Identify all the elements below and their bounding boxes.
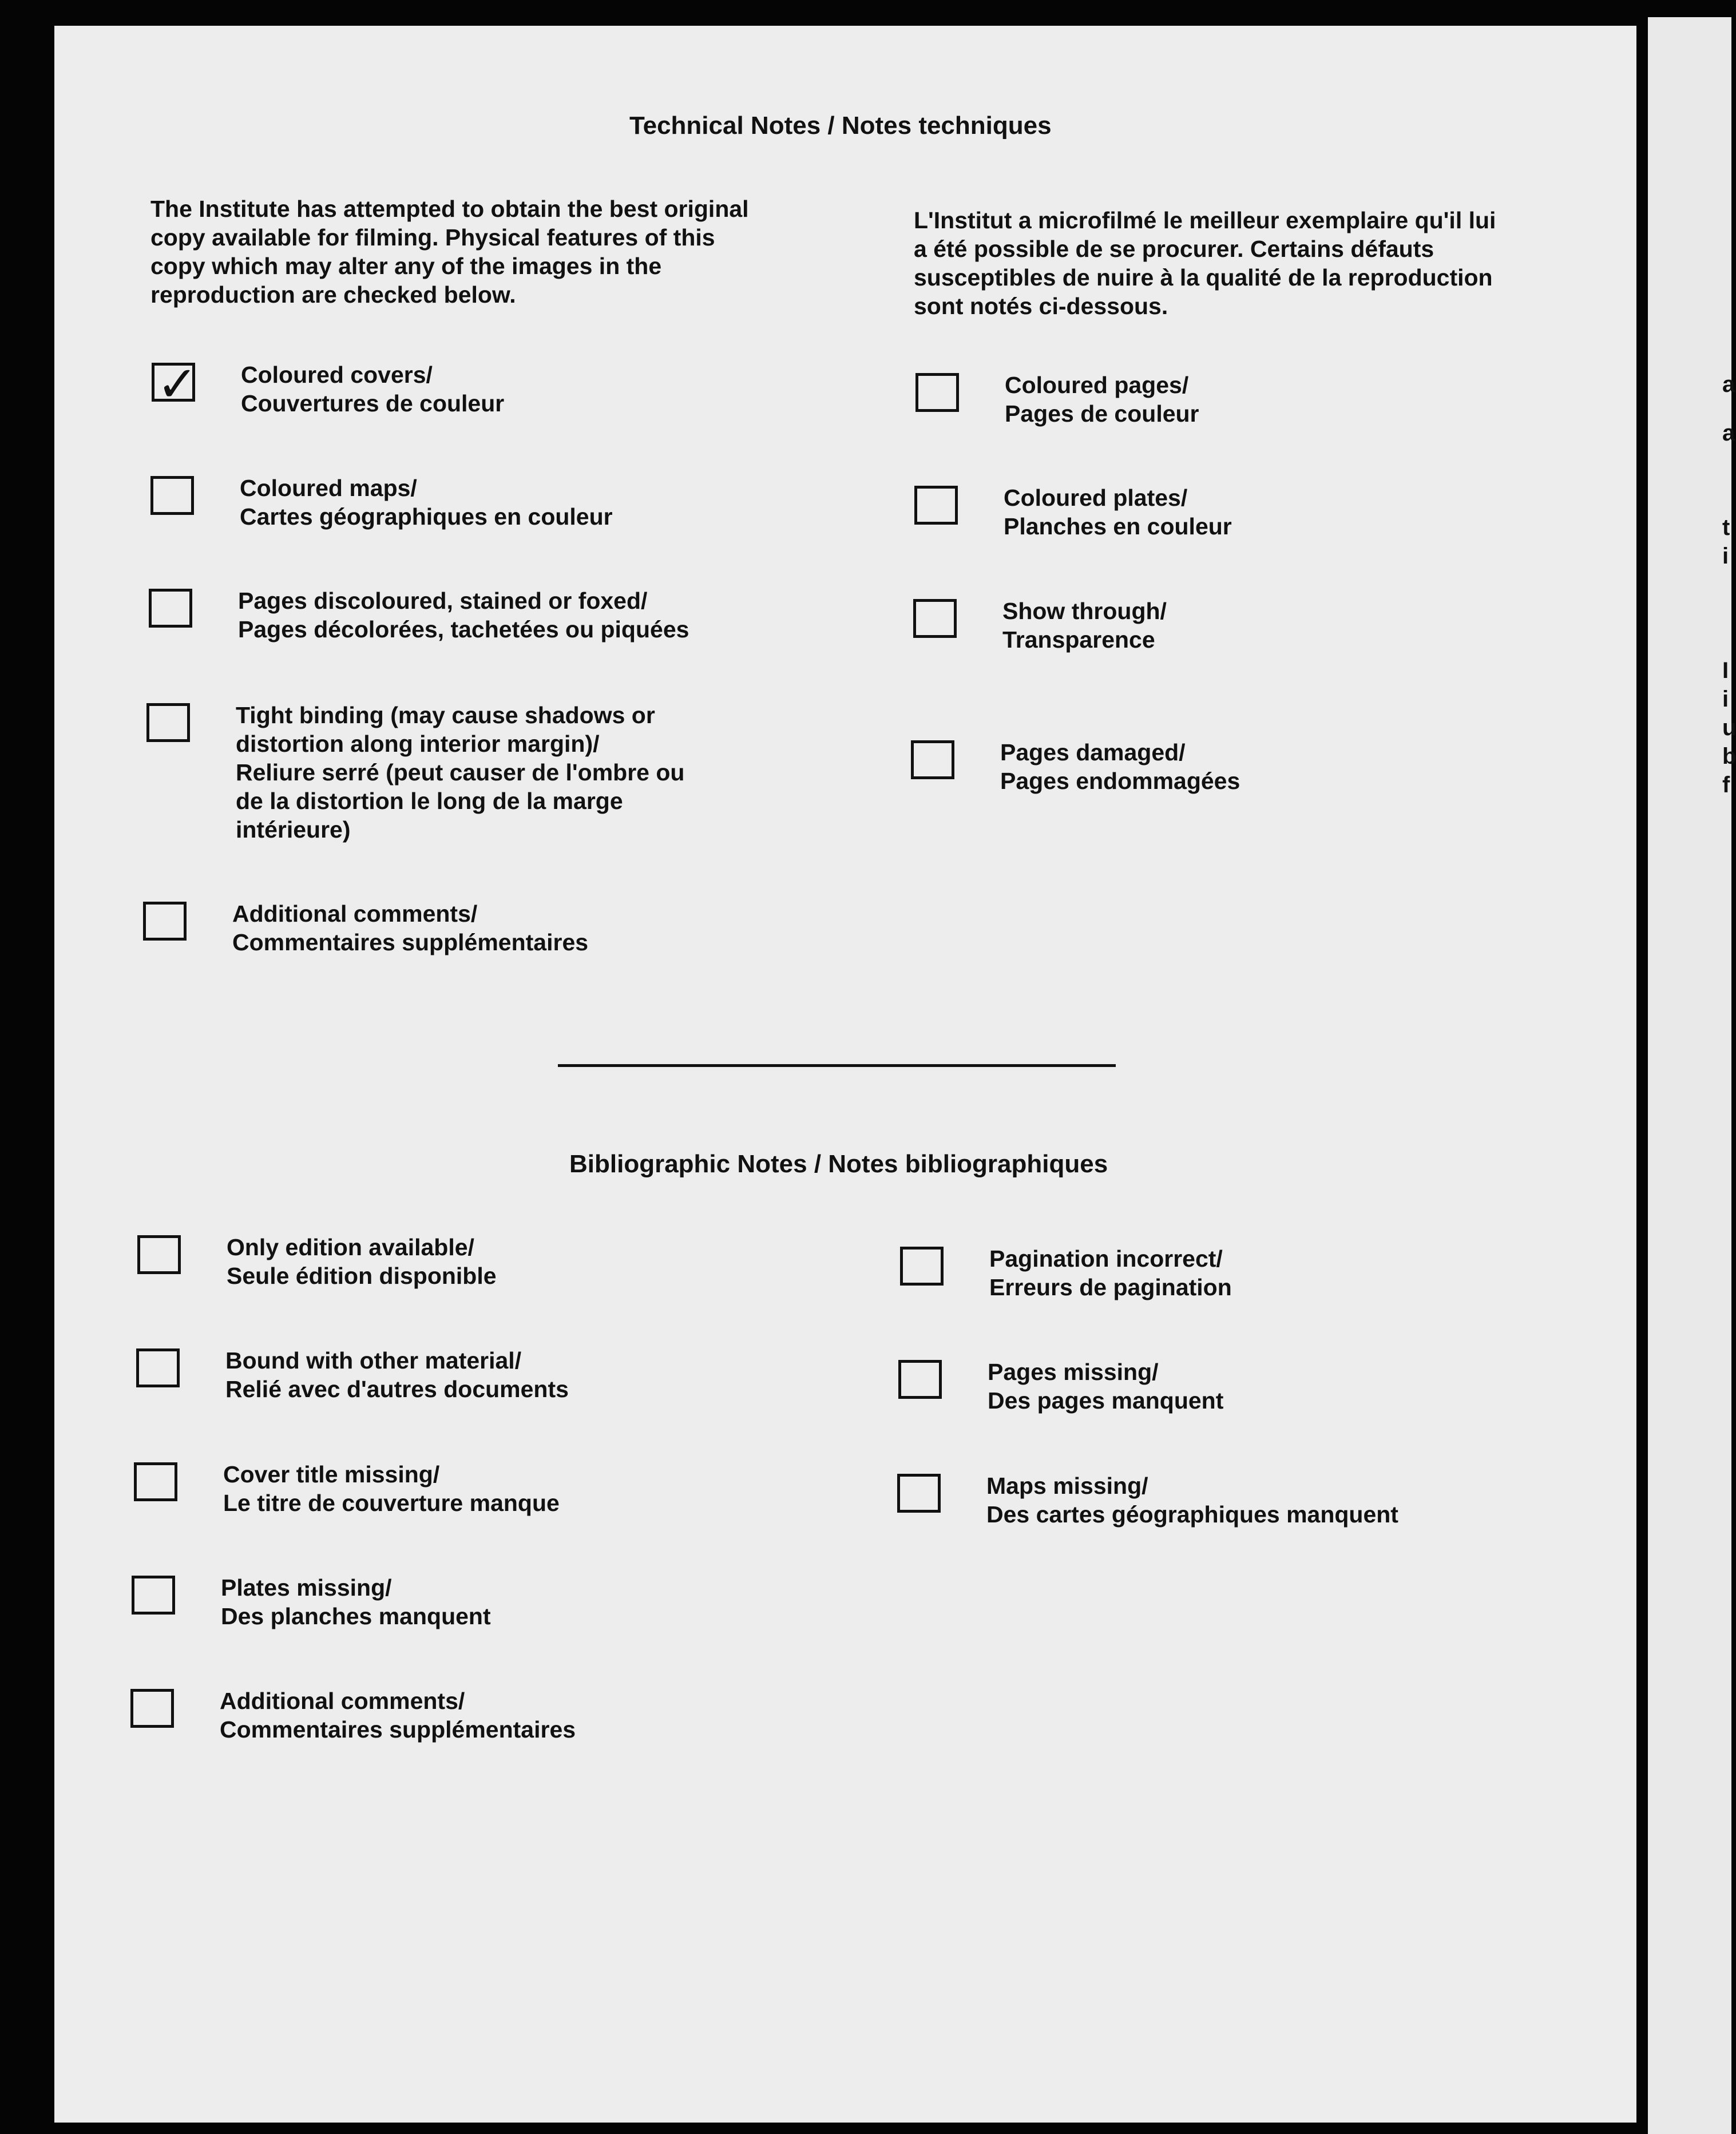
edge-fragment: i [1722,687,1729,712]
intro-french: L'Institut a microfilmé le meilleur exemplaire qu'il lui a été possible de se procurer. Certains défauts susceptibles de nuire à la qualité de la reproduction sont notés ci-dessous. [914,207,1496,319]
checkbox[interactable] [915,373,959,412]
edge-fragment: i [1722,544,1729,569]
option-label-line: Tight binding (may cause shadows or [236,702,655,728]
checkmark-icon: ✓ [157,356,199,413]
option-label-fr: Pages décolorées, tachetées ou piquées [238,616,689,642]
option-label-fr: Erreurs de pagination [989,1274,1232,1300]
option-label-fr: Des cartes géographiques manquent [986,1501,1398,1528]
option-plates-missing[interactable] [132,1573,491,1631]
option-label-fr: Seule édition disponible [227,1263,497,1289]
checkbox[interactable] [900,1247,944,1286]
option-label-en: Pages missing/ [988,1359,1159,1385]
option-label-en: Plates missing/ [221,1574,392,1601]
option-pagination-incorrect[interactable] [900,1244,1232,1302]
option-coloured-pages[interactable] [915,371,1199,428]
edge-fragment: I [1722,658,1729,683]
checkbox[interactable] [130,1689,174,1728]
option-label-fr: Commentaires supplémentaires [232,929,589,955]
option-label-line: intérieure) [236,816,351,843]
checkbox[interactable] [137,1235,181,1274]
option-label-line: distortion along interior margin)/ [236,731,600,757]
option-coloured-maps[interactable] [150,474,613,531]
edge-fragment: t [1722,515,1730,540]
option-label-en: Coloured plates/ [1004,485,1188,511]
edge-fragment: f [1722,772,1730,798]
edge-fragment: a [1722,421,1735,446]
option-label-fr: Des planches manquent [221,1603,491,1629]
option-additional-comments-technical[interactable] [143,899,588,957]
option-label-en: Coloured pages/ [1005,372,1189,398]
option-pages-damaged[interactable] [911,738,1240,795]
checkbox[interactable] [149,589,192,628]
bibliographic-notes-title: Bibliographic Notes / Notes bibliographiques [569,1150,1108,1178]
document-sheet [54,26,1636,2123]
option-label-fr: Commentaires supplémentaires [220,1716,576,1743]
option-label-en: Pages discoloured, stained or foxed/ [238,588,648,614]
option-pages-discoloured[interactable] [149,586,689,644]
option-label-en: Maps missing/ [986,1473,1148,1499]
option-label-en: Cover title missing/ [223,1461,440,1488]
checkbox[interactable] [152,356,199,413]
edge-fragment: b [1722,744,1736,769]
option-label-fr: Pages endommagées [1000,768,1240,794]
option-pages-missing[interactable] [898,1358,1223,1415]
option-tight-binding[interactable] [146,701,684,844]
option-label-en: Additional comments/ [220,1688,465,1714]
option-cover-title-missing[interactable] [134,1460,560,1517]
option-label-fr: Couvertures de couleur [241,390,505,417]
option-coloured-covers[interactable] [152,356,505,418]
checkbox[interactable] [143,902,187,941]
checkbox[interactable] [911,740,954,779]
checkbox[interactable] [898,1360,942,1399]
option-label-en: Show through/ [1002,598,1167,624]
option-label-en: Additional comments/ [232,901,478,927]
option-coloured-plates[interactable] [914,483,1232,541]
checkbox[interactable] [913,599,957,638]
option-only-edition[interactable] [137,1233,497,1290]
option-label-fr: Des pages manquent [988,1387,1224,1414]
section-divider [558,1064,1116,1067]
technical-notes-title: Technical Notes / Notes techniques [629,112,1052,140]
option-label-fr: Transparence [1002,626,1155,653]
option-additional-comments-bibliographic[interactable] [130,1687,576,1744]
option-label-en: Coloured maps/ [240,475,417,501]
option-label-fr: Le titre de couverture manque [223,1490,560,1516]
checkbox[interactable] [136,1348,180,1387]
checkbox[interactable] [150,476,194,515]
option-label-fr: Cartes géographiques en couleur [240,503,613,530]
option-label-line: Reliure serré (peut causer de l'ombre ou [236,759,685,786]
option-label-fr: Relié avec d'autres documents [225,1376,569,1402]
option-label-en: Only edition available/ [227,1234,474,1260]
intro-english: The Institute has attempted to obtain the best original copy available for filming. Physical features of this copy which may alter any of the images in the reproduction are checked below. [150,196,749,308]
checkbox[interactable] [132,1576,175,1615]
adjacent-page-text [1648,17,1736,2134]
edge-fragment: u [1722,715,1736,740]
option-bound-with[interactable] [136,1346,569,1403]
option-label-en: Pagination incorrect/ [989,1246,1223,1272]
option-label-fr: Planches en couleur [1004,513,1232,540]
option-label-fr: Pages de couleur [1005,400,1199,427]
option-maps-missing[interactable] [897,1471,1398,1529]
checkbox[interactable] [897,1474,941,1513]
option-label-en: Bound with other material/ [225,1347,522,1374]
option-label-en: Coloured covers/ [241,362,433,388]
option-label-en: Pages damaged/ [1000,739,1186,765]
option-show-through[interactable] [913,597,1167,654]
adjacent-page-strip [1648,17,1736,2134]
option-label-line: de la distortion le long de la marge [236,788,623,814]
edge-fragment: a [1722,372,1735,397]
checkbox[interactable] [914,486,958,525]
checkbox[interactable] [134,1462,177,1501]
checkbox[interactable] [146,703,190,742]
